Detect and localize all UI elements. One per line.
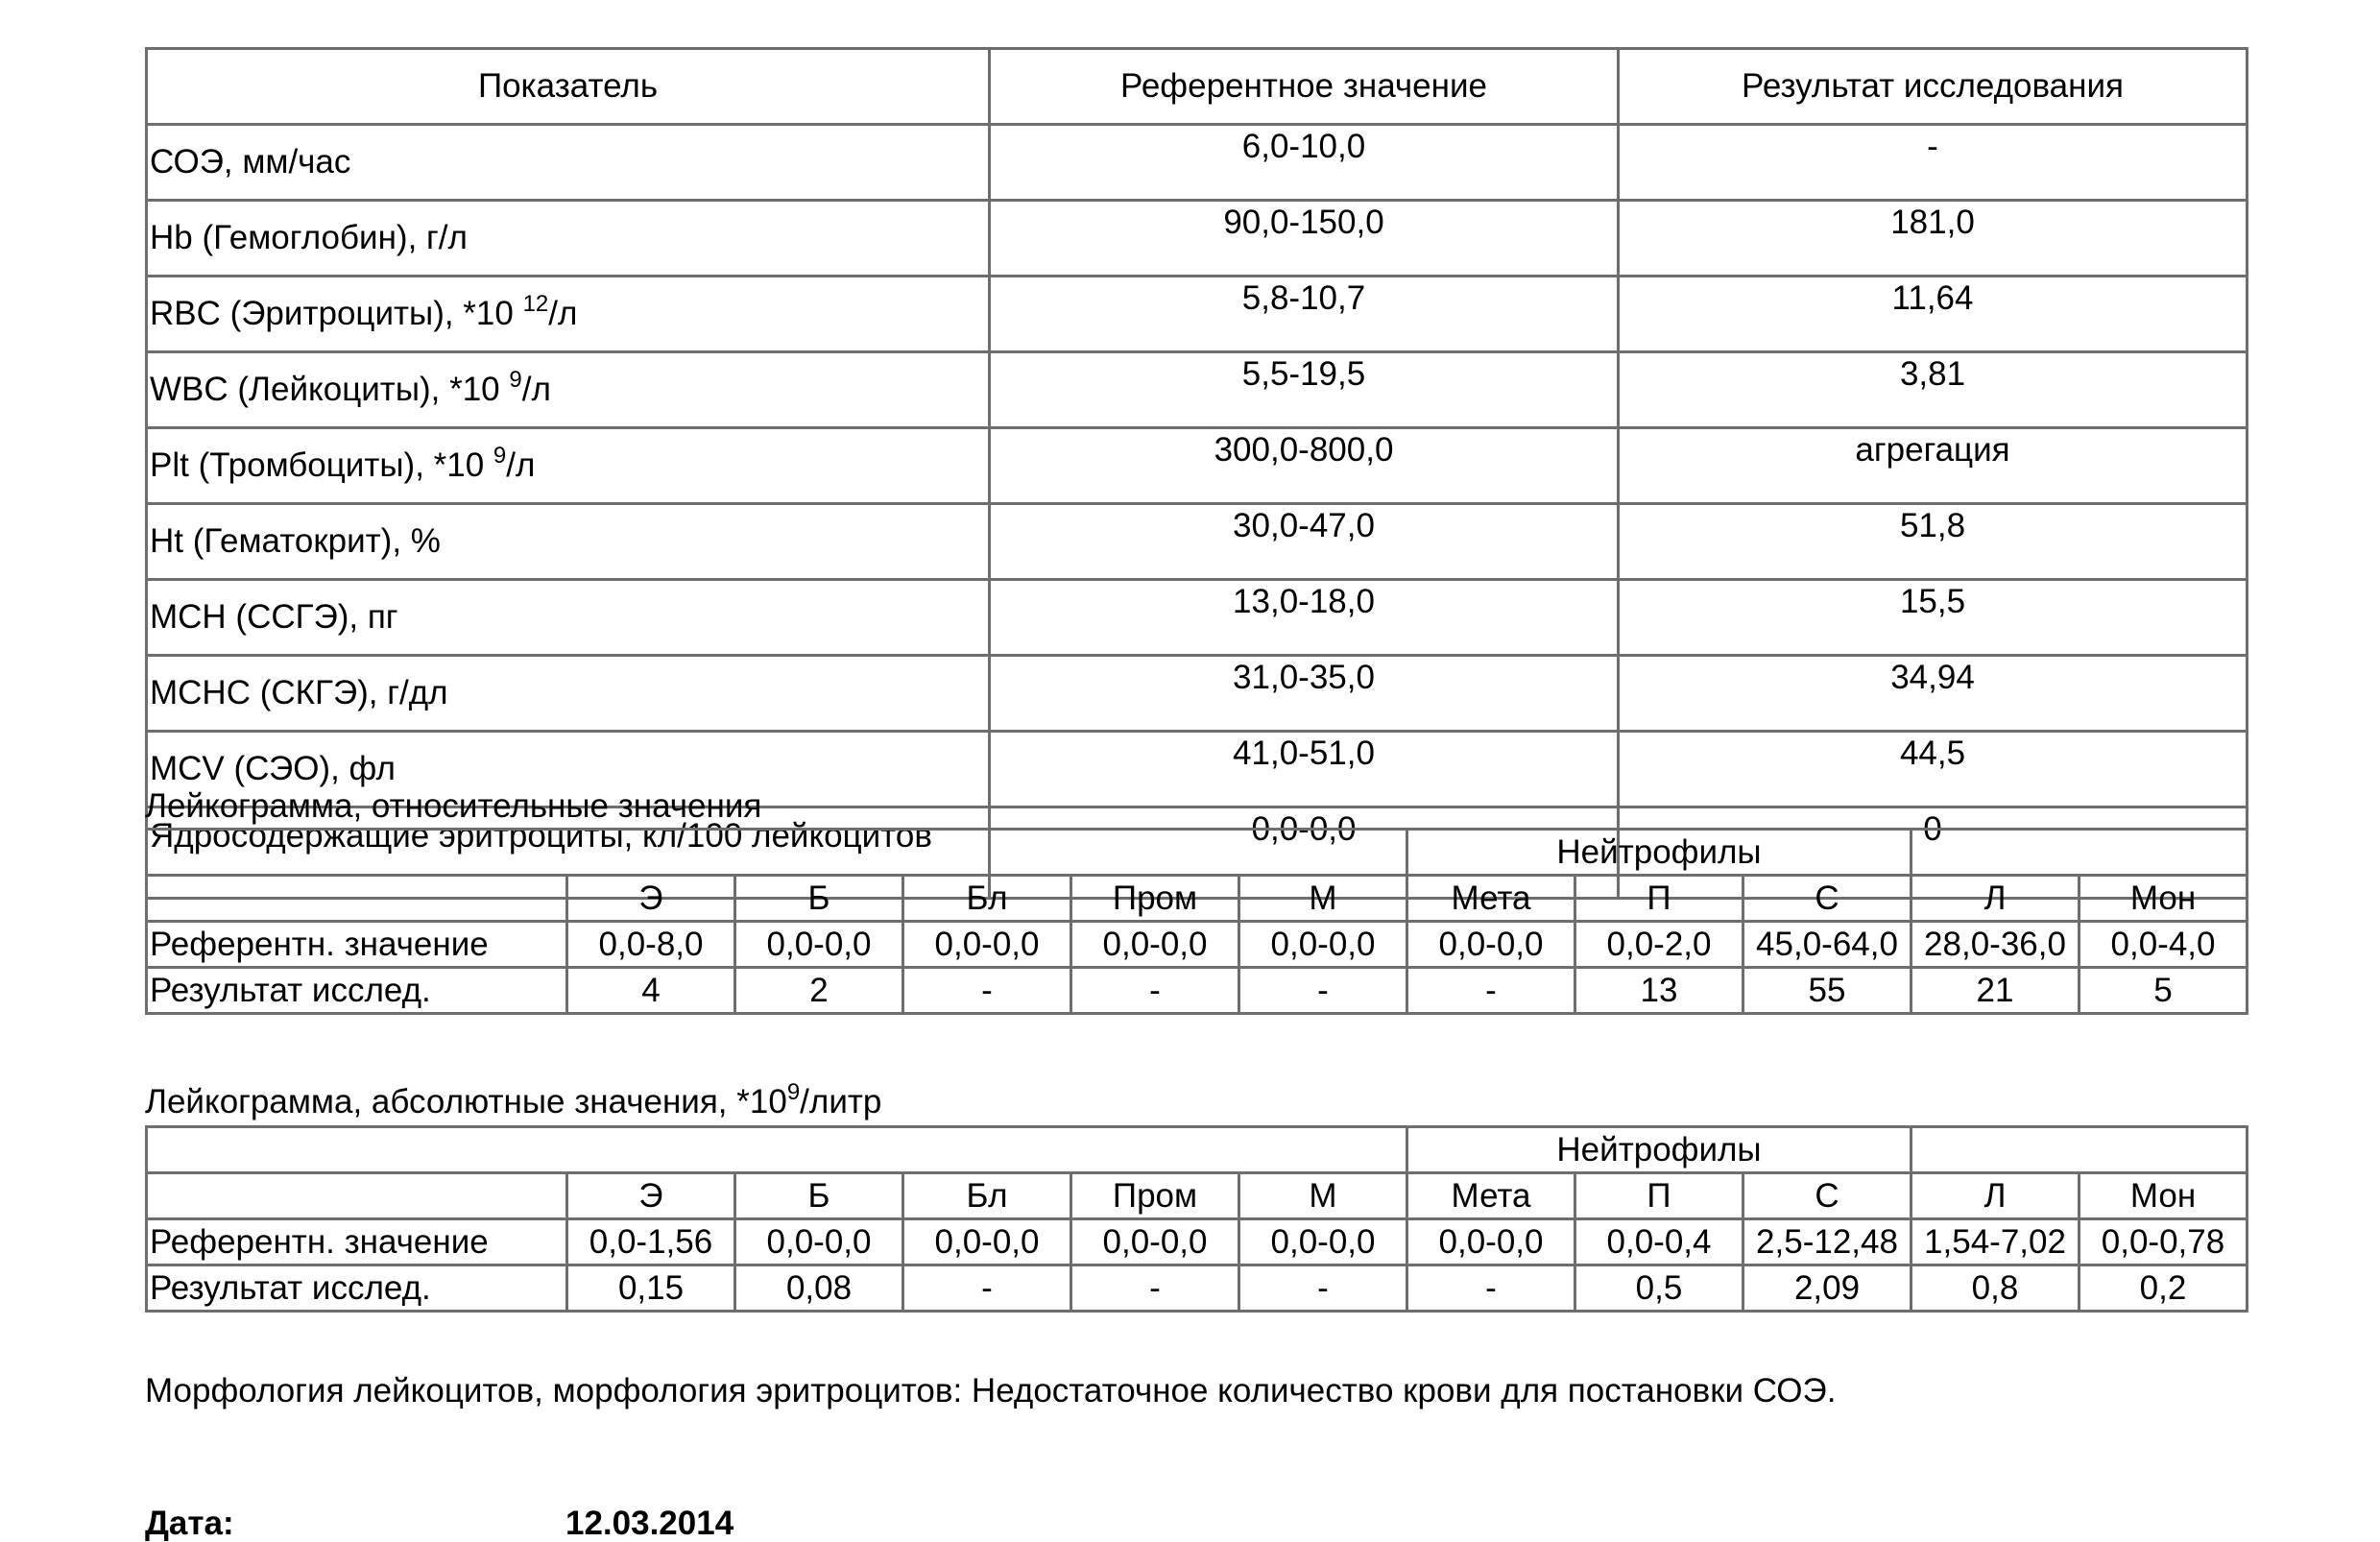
result-cell: 21 bbox=[1911, 968, 2079, 1014]
reference-cell: 0,0-8,0 bbox=[567, 922, 735, 968]
column-header: Б bbox=[735, 1173, 903, 1219]
indicator-cell bbox=[147, 580, 990, 656]
main-table-row bbox=[147, 428, 2248, 504]
reference-cell: 0,0-0,0 bbox=[1239, 1219, 1407, 1265]
result-value: 11,64 bbox=[1619, 277, 2248, 352]
indicator-unit: /л bbox=[548, 295, 578, 332]
reference-cell: 28,0-36,0 bbox=[1911, 922, 2079, 968]
column-header: Пром bbox=[1071, 1173, 1239, 1219]
indicator-name: Plt (Тромбоциты), *10 bbox=[150, 446, 493, 484]
indicator-cell bbox=[147, 201, 990, 277]
morphology-note: Морфология лейкоцитов, морфология эритроцитов: Недостаточное количество крови для постановки СОЭ. bbox=[145, 1372, 1837, 1409]
reference-cell: 0,0-2,0 bbox=[1575, 922, 1743, 968]
reference-cell: 2,5-12,48 bbox=[1743, 1219, 1911, 1265]
result-cell: - bbox=[1071, 1265, 1239, 1312]
result-cell: - bbox=[1239, 1265, 1407, 1312]
main-table-row bbox=[147, 504, 2248, 580]
indicator-name: Ядросодержащие эритроциты, кл/100 лейкоцитов bbox=[150, 817, 932, 855]
reference-value: 5,5-19,5 bbox=[990, 352, 1619, 428]
column-header-row bbox=[147, 1173, 2248, 1219]
column-header: Бл bbox=[903, 876, 1071, 922]
column-header: Мета bbox=[1407, 1173, 1575, 1219]
main-table-row bbox=[147, 125, 2248, 201]
indicator-exponent: 12 bbox=[522, 291, 549, 317]
result-row-label: Результат исслед. bbox=[147, 1265, 567, 1312]
header-reference: Референтное значение bbox=[990, 49, 1619, 125]
result-value: 3,81 bbox=[1619, 352, 2248, 428]
column-header: Пром bbox=[1071, 876, 1239, 922]
result-cell: 0,5 bbox=[1575, 1265, 1743, 1312]
column-header: М bbox=[1239, 1173, 1407, 1219]
group-empty-cell bbox=[147, 1127, 1407, 1173]
main-table-row bbox=[147, 277, 2248, 352]
indicator-name: Hb (Гемоглобин), г/л bbox=[150, 219, 468, 256]
result-value: 15,5 bbox=[1619, 580, 2248, 656]
column-header: М bbox=[1239, 876, 1407, 922]
result-cell: 4 bbox=[567, 968, 735, 1014]
reference-cell: 0,0-0,0 bbox=[1071, 922, 1239, 968]
result-cell: 55 bbox=[1743, 968, 1911, 1014]
reference-row bbox=[147, 922, 2248, 968]
result-value: агрегация bbox=[1619, 428, 2248, 504]
leuko-rel-section bbox=[145, 828, 2248, 1015]
main-table-row bbox=[147, 352, 2248, 428]
reference-row-label: Референтн. значение bbox=[147, 922, 567, 968]
column-header: С bbox=[1743, 876, 1911, 922]
group-empty-cell bbox=[1911, 830, 2248, 876]
reference-value: 6,0-10,0 bbox=[990, 125, 1619, 201]
column-header: Мета bbox=[1407, 876, 1575, 922]
main-results-table bbox=[145, 47, 2248, 900]
result-cell: - bbox=[1239, 968, 1407, 1014]
indicator-name: MCH (ССГЭ), пг bbox=[150, 598, 398, 636]
indicator-name: MCV (СЭО), фл bbox=[150, 750, 396, 787]
main-table-row bbox=[147, 201, 2248, 277]
result-value: - bbox=[1619, 125, 2248, 201]
reference-cell: 0,0-1,56 bbox=[567, 1219, 735, 1265]
result-value: 181,0 bbox=[1619, 201, 2248, 277]
main-table-header bbox=[147, 49, 2248, 125]
reference-cell: 0,0-0,0 bbox=[903, 1219, 1071, 1265]
indicator-cell bbox=[147, 504, 990, 580]
result-cell: 13 bbox=[1575, 968, 1743, 1014]
result-cell: 2 bbox=[735, 968, 903, 1014]
reference-value: 0,0-0,0 bbox=[990, 807, 1619, 899]
header-result: Результат исследования bbox=[1619, 49, 2248, 125]
reference-value: 90,0-150,0 bbox=[990, 201, 1619, 277]
reference-cell: 0,0-0,0 bbox=[735, 1219, 903, 1265]
result-row-label: Результат исслед. bbox=[147, 968, 567, 1014]
column-header-row bbox=[147, 876, 2248, 922]
reference-cell: 0,0-0,78 bbox=[2079, 1219, 2248, 1265]
main-results-section bbox=[145, 47, 2248, 900]
leuko-abs-caption-text: Лейкограмма, абсолютные значения, *10 bbox=[145, 1083, 787, 1120]
result-cell: - bbox=[1071, 968, 1239, 1014]
result-value: 0 bbox=[1619, 807, 2248, 899]
group-empty-cell bbox=[1911, 1127, 2248, 1173]
reference-cell: 1,54-7,02 bbox=[1911, 1219, 2079, 1265]
corner-cell bbox=[147, 1173, 567, 1219]
leuko-abs-section bbox=[145, 1125, 2248, 1313]
reference-cell: 0,0-0,4 bbox=[1575, 1219, 1743, 1265]
reference-cell: 0,0-0,0 bbox=[735, 922, 903, 968]
indicator-name: Ht (Гематокрит), % bbox=[150, 522, 441, 560]
result-cell: - bbox=[1407, 968, 1575, 1014]
reference-cell: 0,0-4,0 bbox=[2079, 922, 2248, 968]
result-value: 44,5 bbox=[1619, 732, 2248, 807]
result-cell: 0,2 bbox=[2079, 1265, 2248, 1312]
date-label: Дата: bbox=[145, 1505, 234, 1542]
reference-cell: 45,0-64,0 bbox=[1743, 922, 1911, 968]
column-header: П bbox=[1575, 1173, 1743, 1219]
neutrophils-group-header: Нейтрофилы bbox=[1407, 1127, 1911, 1173]
leuko-rel-table bbox=[145, 828, 2248, 1015]
indicator-name: СОЭ, мм/час bbox=[150, 143, 351, 181]
reference-cell: 0,0-0,0 bbox=[903, 922, 1071, 968]
result-cell: - bbox=[1407, 1265, 1575, 1312]
result-value: 51,8 bbox=[1619, 504, 2248, 580]
indicator-cell bbox=[147, 428, 990, 504]
column-header: Б bbox=[735, 876, 903, 922]
header-indicator: Показатель bbox=[147, 49, 990, 125]
indicator-cell bbox=[147, 352, 990, 428]
result-cell: 5 bbox=[2079, 968, 2248, 1014]
indicator-cell bbox=[147, 656, 990, 732]
result-row bbox=[147, 968, 2248, 1014]
result-cell: 0,8 bbox=[1911, 1265, 2079, 1312]
main-table-row bbox=[147, 580, 2248, 656]
column-header: Л bbox=[1911, 1173, 2079, 1219]
column-header: П bbox=[1575, 876, 1743, 922]
reference-value: 13,0-18,0 bbox=[990, 580, 1619, 656]
group-header-row bbox=[147, 830, 2248, 876]
reference-value: 300,0-800,0 bbox=[990, 428, 1619, 504]
column-header: Э bbox=[567, 876, 735, 922]
leuko-abs-caption-unit: /литр bbox=[800, 1083, 882, 1120]
result-cell: - bbox=[903, 1265, 1071, 1312]
result-cell: 2,09 bbox=[1743, 1265, 1911, 1312]
result-row bbox=[147, 1265, 2248, 1312]
result-cell: 0,08 bbox=[735, 1265, 903, 1312]
column-header: Л bbox=[1911, 876, 2079, 922]
reference-row-label: Референтн. значение bbox=[147, 1219, 567, 1265]
date-value: 12.03.2014 bbox=[565, 1505, 734, 1542]
leuko-abs-caption-sup: 9 bbox=[786, 1079, 801, 1105]
reference-cell: 0,0-0,0 bbox=[1071, 1219, 1239, 1265]
reference-cell: 0,0-0,0 bbox=[1407, 1219, 1575, 1265]
main-table-row bbox=[147, 656, 2248, 732]
column-header: Мон bbox=[2079, 876, 2248, 922]
neutrophils-group-header: Нейтрофилы bbox=[1407, 830, 1911, 876]
reference-value: 5,8-10,7 bbox=[990, 277, 1619, 352]
reference-cell: 0,0-0,0 bbox=[1239, 922, 1407, 968]
leuko-abs-table bbox=[145, 1125, 2248, 1313]
leuko-abs-caption bbox=[145, 1079, 882, 1120]
reference-value: 41,0-51,0 bbox=[990, 732, 1619, 807]
column-header: Бл bbox=[903, 1173, 1071, 1219]
indicator-name: RBC (Эритроциты), *10 bbox=[150, 295, 523, 332]
indicator-exponent: 9 bbox=[493, 443, 507, 469]
reference-cell: 0,0-0,0 bbox=[1407, 922, 1575, 968]
result-cell: - bbox=[903, 968, 1071, 1014]
leuko-rel-caption: Лейкограмма, относительные значения bbox=[145, 787, 762, 825]
indicator-unit: /л bbox=[521, 371, 551, 408]
result-cell: 0,15 bbox=[567, 1265, 735, 1312]
reference-value: 30,0-47,0 bbox=[990, 504, 1619, 580]
group-empty-cell bbox=[147, 830, 1407, 876]
indicator-cell bbox=[147, 125, 990, 201]
group-header-row bbox=[147, 1127, 2248, 1173]
corner-cell bbox=[147, 876, 567, 922]
indicator-exponent: 9 bbox=[509, 367, 522, 393]
column-header: С bbox=[1743, 1173, 1911, 1219]
indicator-unit: /л bbox=[506, 446, 536, 484]
reference-value: 31,0-35,0 bbox=[990, 656, 1619, 732]
indicator-name: WBC (Лейкоциты), *10 bbox=[150, 371, 510, 408]
indicator-cell bbox=[147, 277, 990, 352]
column-header: Э bbox=[567, 1173, 735, 1219]
indicator-name: MCHC (СКГЭ), г/дл bbox=[150, 674, 448, 711]
reference-row bbox=[147, 1219, 2248, 1265]
result-value: 34,94 bbox=[1619, 656, 2248, 732]
column-header: Мон bbox=[2079, 1173, 2248, 1219]
